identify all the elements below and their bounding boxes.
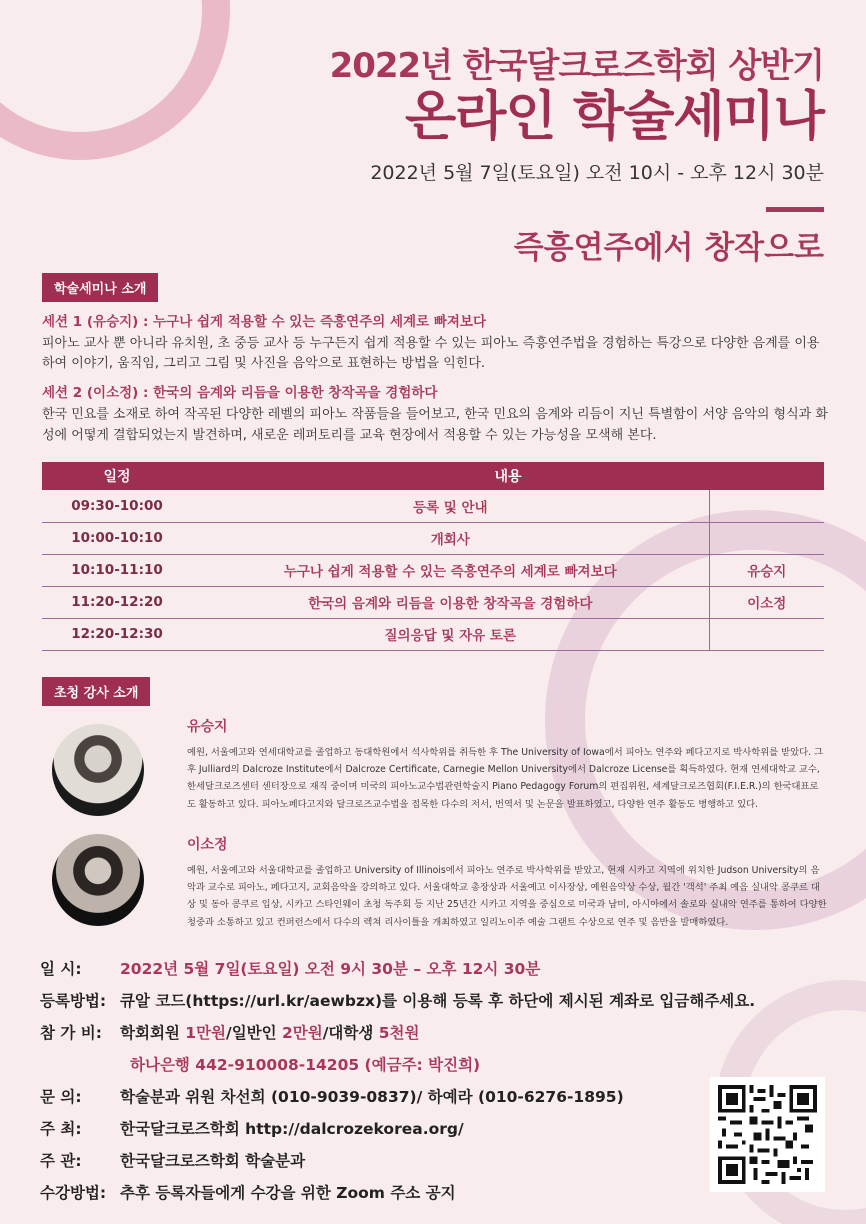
table-row — [42, 490, 824, 522]
schedule-content: 질의응답 및 자유 토론 — [192, 618, 709, 650]
info-label: 참 가 비: — [40, 1024, 102, 1042]
info-label: 수강방법: — [40, 1184, 107, 1202]
qr-code-icon[interactable] — [710, 1077, 825, 1192]
info-value: 한국달크로즈학회 학술분과 — [120, 1152, 306, 1170]
qr-code-graphic — [718, 1085, 817, 1184]
speaker-card — [52, 716, 832, 826]
info-row-bank — [40, 1048, 755, 1080]
table-row — [42, 586, 824, 618]
info-value: 2022년 5월 7일(토요일) 오전 9시 30분 – 오후 12시 30분 — [120, 960, 541, 978]
schedule-time: 12:20-12:30 — [42, 618, 192, 650]
speaker-name: 유승지 — [187, 719, 228, 735]
poster-header — [330, 38, 824, 267]
info-value: 학술분과 위원 차선희 (010-9039-0837)/ 하예라 (010-6276-1895) — [120, 1088, 624, 1106]
subtitle: 즉흥연주에서 창작으로 — [513, 229, 824, 266]
table-row — [42, 554, 824, 586]
intro-section — [42, 312, 832, 446]
schedule-header-time: 일정 — [42, 462, 192, 490]
info-value: 한국달크로즈학회 http://dalcrozekorea.org/ — [120, 1120, 464, 1138]
schedule-content: 한국의 음계와 리듬을 이용한 창작곡을 경험하다 — [192, 586, 709, 618]
session1-title: 세션 1 (유승지) : 누구나 쉽게 적용할 수 있는 즉흥연주의 세계로 빠져보다 — [42, 314, 486, 330]
schedule-speaker — [709, 490, 824, 522]
fee-text: /일반인 — [226, 1024, 283, 1042]
schedule-table — [42, 462, 824, 651]
fee-amount: 2만원 — [282, 1024, 323, 1042]
speaker-desc: 예원, 서울예고와 서울대학교를 졸업하고 University of Illinois에서 피아노 연주로 박사학위를 받았고, 현재 시카고 지역에 위치한 Judson University의 음악과 교수로 피아노, 페다고지, 교회음악을 강의하고 있다. 서울대학교 총장상과 서울예고 이사장상, 예원음악상 수상, 월간 '객석' 주최 예음 실내악 콩쿠르 대상 및 동아 콩쿠르 입상, 시카고 스타인웨이 초청 독주회 등 지난 25년간 시카고 지역을 중심으로 미국과 남미, 아시아에서 솔로와 실내악 연주를 통하여 다양한 청중과 소통하고 있고 컨퍼런스에서 다수의 렉쳐 리사이틀을 개최하였고 일리노이주 예술 그랜트 수상으로 연주 및 음반을 발매하였다. — [187, 865, 827, 928]
info-row-fee — [40, 1016, 755, 1048]
schedule-time: 10:00-10:10 — [42, 522, 192, 554]
info-row-contact — [40, 1080, 755, 1112]
info-label: 일 시: — [40, 960, 82, 978]
info-row-host — [40, 1112, 755, 1144]
fee-text: /대학생 — [322, 1024, 379, 1042]
schedule-time: 11:20-12:20 — [42, 586, 192, 618]
session2-title: 세션 2 (이소정) : 한국의 음계와 리듬을 이용한 창작곡을 경험하다 — [42, 385, 438, 402]
intro-tab: 학술세미나 소개 — [42, 273, 158, 302]
speaker-card — [52, 834, 832, 944]
info-value — [120, 1021, 419, 1043]
schedule-speaker — [709, 522, 824, 554]
speakers-tab: 초청 강사 소개 — [42, 677, 150, 706]
info-row-registration — [40, 984, 755, 1016]
decorative-ring — [0, 0, 230, 160]
table-row — [42, 618, 824, 650]
schedule-content: 누구나 쉽게 적용할 수 있는 즉흥연주의 세계로 빠져보다 — [192, 554, 709, 586]
table-row — [42, 522, 824, 554]
fee-text: 학회회원 — [120, 1024, 186, 1042]
schedule-speaker: 유승지 — [709, 554, 824, 586]
schedule-content: 개회사 — [192, 522, 709, 554]
schedule-speaker — [709, 618, 824, 650]
session2-desc: 한국 민요를 소재로 하여 작곡된 다양한 레벨의 피아노 작품들을 들어보고, 한국 민요의 음계와 리듬이 지닌 특별함이 서양 음악의 형식과 화성에 어떻게 결합되었는지 발견하며, 새로운 레퍼토리를 교육 현장에서 적용할 수 있는 가능성을 모색해 본다. — [42, 406, 828, 443]
info-label: 주 관: — [40, 1152, 82, 1170]
session1-desc: 피아노 교사 뿐 아니라 유치원, 초 중등 교사 등 누구든지 쉽게 적용할 수 있는 피아노 즉흥연주법을 경험하는 특강으로 다양한 음계를 이용하여 이야기, 움직임, 그리고 그림 및 사진을 음악으로 표현하는 방법을 익힌다. — [42, 335, 820, 372]
speaker-desc: 예원, 서울예고와 연세대학교를 졸업하고 동대학원에서 석사학위를 취득한 후 The University of Iowa에서 피아노 연주와 페다고지로 박사학위를 받았다. 그 후 Julliard의 Dalcroze Institute에서 Dalcroze Certificate, Carnegie Mellon University에서 Dalcroze License를 획득하였다. 현재 연세대학교 교수, 한세달크로즈센터 센터장으로 재직 중이며 미국의 피아노교수법관련학술지 Piano Pedagogy Forum의 편집위원, 세계달크로즈협회(F.I.E.R.)의 한국대표로도 활동하고 있다. 피아노페다고지와 달크로즈교수법을 접목한 다수의 저서, 번역서 및 논문을 발표하였고, 다양한 연주 활동도 병행하고 있다. — [187, 747, 823, 810]
info-row-method — [40, 1176, 755, 1208]
info-row-date — [40, 952, 755, 984]
info-value: 큐알 코드(https://url.kr/aewbzx)를 이용해 등록 후 하단에 제시된 계좌로 입금해주세요. — [120, 992, 756, 1010]
info-label: 등록방법: — [40, 992, 107, 1010]
fee-amount: 1만원 — [185, 1024, 227, 1042]
fee-amount: 5천원 — [378, 1024, 420, 1042]
title-line1: 2022년 한국달크로즈학회 상반기 — [329, 46, 824, 86]
schedule-time: 10:10-11:10 — [42, 554, 192, 586]
schedule-header-content: 내용 — [192, 462, 824, 490]
speaker-photo — [52, 834, 144, 926]
title-line2: 온라인 학술세미나 — [404, 86, 824, 147]
info-value: 추후 등록자들에게 수강을 위한 Zoom 주소 공지 — [120, 1184, 456, 1202]
divider-bar — [766, 207, 824, 212]
speaker-photo — [52, 724, 144, 816]
schedule-speaker: 이소정 — [709, 586, 824, 618]
speaker-info — [187, 834, 827, 931]
schedule-content: 등록 및 안내 — [192, 490, 709, 522]
speaker-name: 이소정 — [187, 837, 228, 853]
bank-account: 하나은행 442-910008-14205 (예금주: 박진희) — [130, 1056, 481, 1074]
info-row-organizer — [40, 1144, 755, 1176]
speaker-info — [187, 716, 827, 813]
info-label: 문 의: — [40, 1088, 82, 1106]
schedule-time: 09:30-10:00 — [42, 490, 192, 522]
event-info — [40, 952, 755, 1208]
event-date: 2022년 5월 7일(토요일) 오전 10시 - 오후 12시 30분 — [370, 161, 824, 184]
info-label: 주 최: — [40, 1120, 82, 1138]
